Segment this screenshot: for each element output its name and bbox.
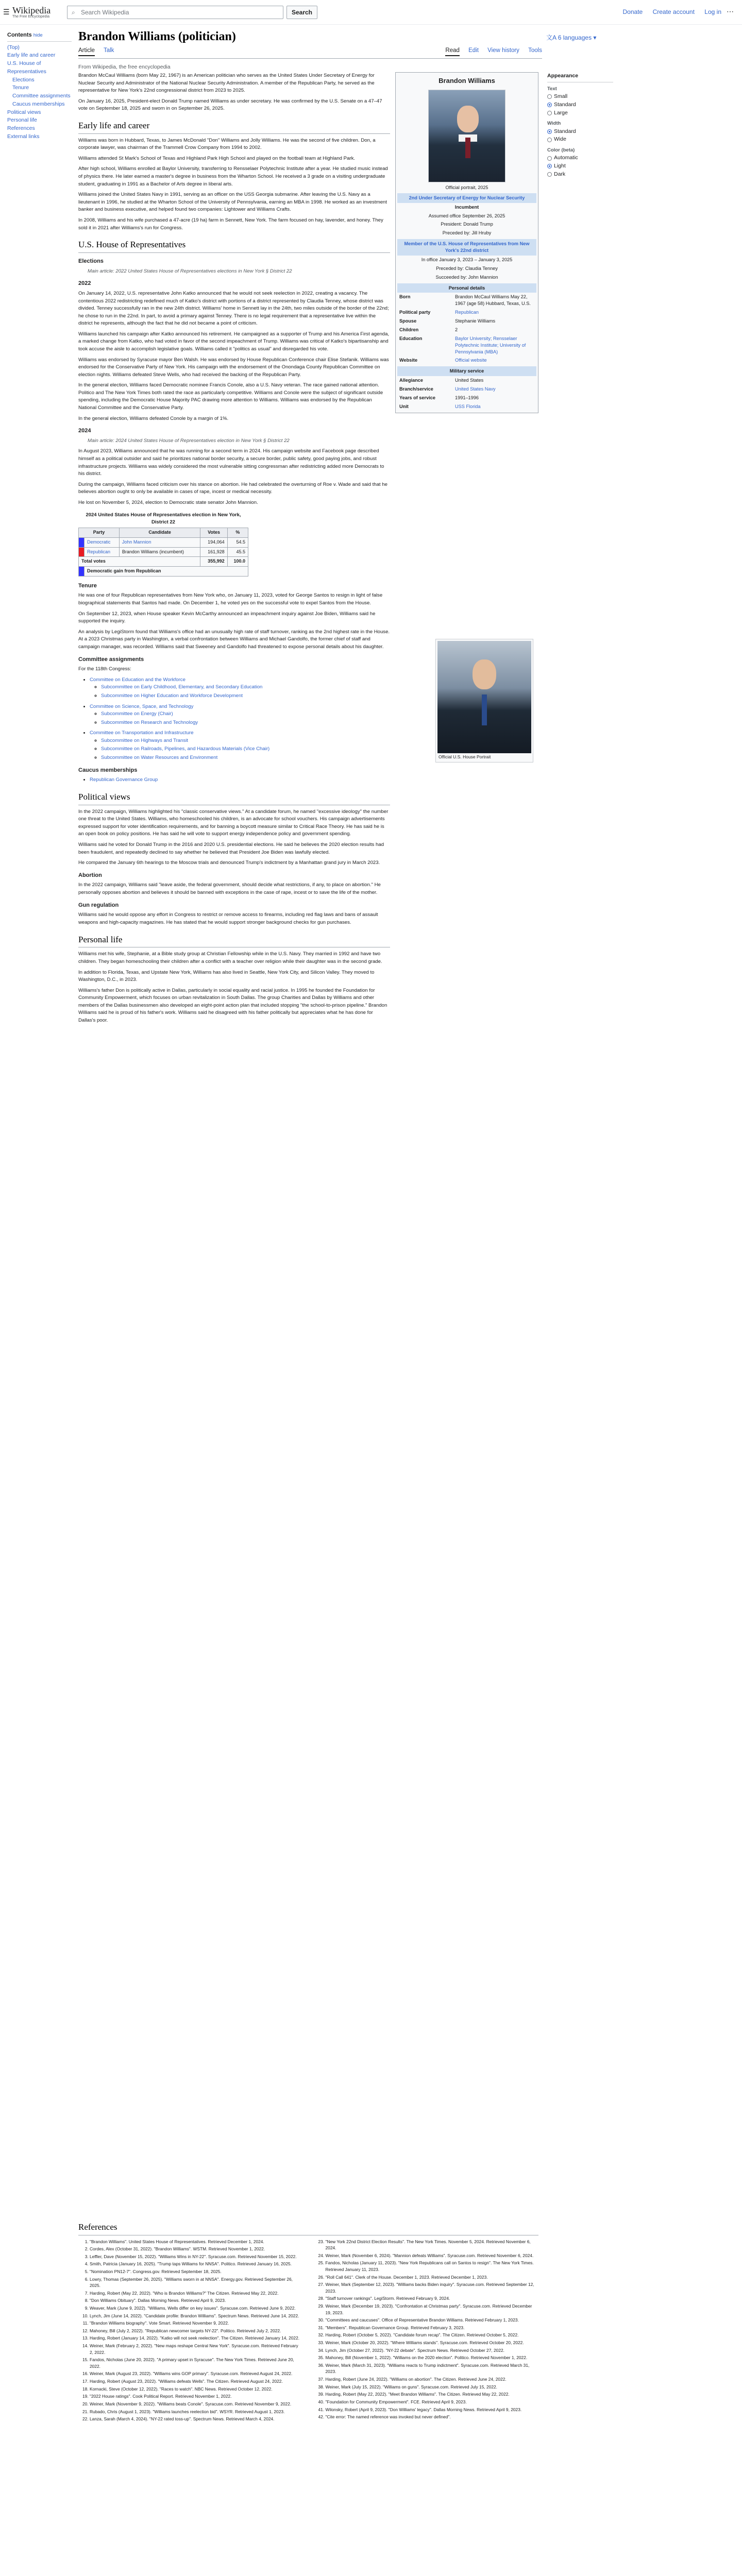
reference-item[interactable]: 13. Harding, Robert (January 14, 2022). "Katko will not seek reelection". The Citizen. Retrieved January 14, 2022. <box>90 2335 303 2342</box>
search-input[interactable] <box>67 6 283 19</box>
toc-item[interactable]: Committee assignments <box>12 93 71 99</box>
table-row <box>79 567 248 577</box>
create-account-link[interactable]: Create account <box>652 8 695 15</box>
toc-item[interactable]: Tenure <box>12 84 29 91</box>
percent-cell: 54.5 <box>227 538 248 548</box>
paragraph: Williams launched his campaign after Katko announced his retirement. He campaigned as a supporter of Trump and his America First agenda, a marked change from Katko, who had voted in favor of the second impeachment of Trump. Williams was critical of Katko's bipartisanship and took accuse the aisle to accomplish legislative goals. Williams called it "politics as usual" and disregarded his vote. <box>78 331 390 352</box>
portrait-face <box>457 106 479 132</box>
paragraph: Williams said he voted for Donald Trump in the 2016 and 2020 U.S. presidential elections. He said he believes the 2020 election results had been fraudulent, and repeatedly declined to say whether he believed that President Joe Biden was lawfully elected. <box>78 842 384 855</box>
reference-item[interactable]: 21. Rubado, Chris (August 1, 2023). "Williams launches reelection bid". WSYR. Retrieved August 1, 2023. <box>90 2409 303 2415</box>
party-color-swatch <box>79 567 85 577</box>
committee-list <box>78 676 390 762</box>
table-row: Born Brandon McCaul Williams May 22, 1967 (age 58) Hubbard, Texas, U.S. <box>399 294 531 307</box>
tab-talk[interactable]: Talk <box>103 47 114 54</box>
toc-item[interactable]: Political views <box>7 109 41 115</box>
section-heading-references: References <box>78 2221 538 2235</box>
paragraph: During the campaign, Williams faced criticism over his stance on abortion. He had celebrated the overturning of Roe v. Wade and said that he believes abortion ought to only be available in cases of rape, incest or medical necessity. <box>78 481 387 495</box>
table-row: Spouse Stephanie Williams <box>399 318 496 324</box>
official-portrait-image[interactable] <box>428 90 505 182</box>
subsection-heading-elections: Elections <box>78 258 104 264</box>
paragraph: In the 2022 campaign, Williams highlighted his "classic conservative views." At a candidate forum, he named "excessive ideology" the number one threat to the United States. Williams, who homeschooled his children, is an advocate for school vouchers. His campaign advertisements expressed support for voter identification requirements, and for banning a boycott measure similar to Critical Race Theory. He has said he is an open book on policy positions. He has said he will vote to support energy independence policy and government spending. <box>78 808 389 837</box>
logo-wordmark: Wikipedia <box>12 5 51 15</box>
table-header: Candidate <box>119 528 200 538</box>
article-body <box>78 72 390 1028</box>
table-header: Votes <box>200 528 227 538</box>
office-dates: Assumed office September 26, 2025 <box>428 213 505 218</box>
color-option[interactable]: Light <box>547 162 613 171</box>
table-row: Allegiance United States <box>399 378 484 383</box>
military-service-table <box>397 376 536 411</box>
paragraph: Williams met his wife, Stephanie, at a Bible study group at Christian Fellowship while in the U.S. Navy. They married in 1992 and have two children. They began homeschooling their children after a conflict with a teacher over religion while their daughter was in the second grade. <box>78 951 382 964</box>
party-link[interactable]: Republican <box>455 310 479 315</box>
list-item[interactable]: ◦ Subcommittee on Water Resources and Environment <box>101 754 390 762</box>
width-label: Width <box>547 121 561 127</box>
table-header: Party <box>79 528 120 538</box>
reference-item[interactable]: 3. Leffler, Dave (November 15, 2022). "Williams Wins in NY-22". Syracuse.com. Retrieved November 15, 2022. <box>90 2253 303 2260</box>
list-item[interactable]: ◦ Subcommittee on Energy (Chair) <box>101 710 390 718</box>
reference-item[interactable]: 37. Harding, Robert (June 24, 2022). "Williams on abortion". The Citizen. Retrieved June 24, 2022. <box>326 2376 539 2383</box>
election-results-table <box>78 510 248 577</box>
house-portrait-figure <box>435 639 533 762</box>
infobox-title: Brandon Williams <box>439 77 495 84</box>
list-item[interactable]: ◦ Subcommittee on Early Childhood, Elementary, and Secondary Education <box>101 684 390 691</box>
page-title: Brandon Williams (politician) <box>78 30 236 43</box>
house-portrait-caption: Official U.S. House Portrait <box>439 754 491 759</box>
subsection-heading-caucus: Caucus memberships <box>78 767 138 773</box>
military-service-header: Military service <box>397 366 536 376</box>
toc-title: Contents hide <box>7 31 72 42</box>
paragraph: On January 14, 2022, U.S. representative John Katko announced that he would not seek reelection in 2022, creating a vacancy. The contentious 2022 redistricting redefined much of Katko's district with portions of a district represented by Claudia Tenney, whose district was divided. Tenney successfully ran in the new 24th district. Williams' home in Sennett lay in the 24th, two miles outside of the border of the 22nd; he chose to run in the 22nd. In part, to avoid a primary against Tenney. There is no legal requirement that a representative live within the district he represents, although the fact that he did not became a point of criticism. <box>78 290 389 327</box>
votes-cell: 194,064 <box>200 538 227 548</box>
radio-icon <box>547 138 552 142</box>
house-portrait-image[interactable] <box>437 641 531 753</box>
references-section <box>78 2221 538 2424</box>
result-cell: Democratic gain from Republican <box>85 567 248 577</box>
reference-item[interactable]: 2. Cordes, Alex (October 31, 2022). "Brandon Williams". WSTM. Retrieved November 1, 2022. <box>90 2246 303 2252</box>
language-button[interactable]: 文A 6 languages ▾ <box>546 34 597 41</box>
reference-item[interactable]: 18. Kornacki, Steve (October 12, 2022). "Races to watch". NBC News. Retrieved October 12, 2022. <box>90 2386 303 2393</box>
reference-item[interactable]: 29. Weiner, Mark (December 19, 2023). "Confrontation at Christmas party". Syracuse.com. Retrieved December 19, 2023. <box>326 2303 539 2316</box>
candidate-cell: Brandon Williams (incumbent) <box>119 547 200 557</box>
office-preceded[interactable]: Preceded by: Claudia Tenney <box>436 265 498 271</box>
percent-cell: 100.0 <box>227 557 248 567</box>
paragraph: In the general election, Williams defeated Conole by a margin of 1%. <box>78 415 229 421</box>
search-icon: ⌕ <box>72 9 75 16</box>
main-menu-icon[interactable]: ☰ <box>3 8 10 16</box>
intro-paragraph: Brandon McCaul Williams (born May 22, 1967) is an American politician who serves as the United States Under Secretary of Energy for Nuclear Security and Administrator of the National Nuclear Security Administration. A member of the Republican Party, he served as the representative for New York's 22nd congressional district from 2023 to 2025. <box>78 73 375 94</box>
logo-tagline: The Free Encyclopedia <box>12 15 49 19</box>
width-option[interactable]: Standard <box>547 128 613 136</box>
list-item[interactable]: ◦ Subcommittee on Railroads, Pipelines, and Hazardous Materials (Vice Chair) <box>101 745 390 753</box>
table-row: Years of service 1991–1996 <box>399 395 479 400</box>
paragraph: After high school, Williams enrolled at Baylor University, transferring to Rensselaer Polytechnic Institute after a year. He studied music instead of physics there. He later earned a master's degree in business from the Wharton School. He received a 3 grade on a visiting undergraduate student, graduating in 1991 as a Bachelor of Arts degree in liberal arts. <box>78 166 388 187</box>
list-item[interactable]: • Committee on Science, Space, and Technology ◦ Subcommittee on Energy (Chair) ◦ Subcommittee on Research and Technology <box>90 703 390 727</box>
radio-icon <box>547 111 552 115</box>
personal-details-table <box>397 293 536 365</box>
reference-item[interactable]: 27. Weiner, Mark (September 12, 2023). "Williams backs Biden inquiry". Syracuse.com. Retrieved September 12, 2023. <box>326 2281 539 2294</box>
reference-item[interactable]: 32. Harding, Robert (October 5, 2022). "Candidate forum recap". The Citizen. Retrieved October 5, 2022. <box>326 2332 539 2338</box>
toc-item[interactable]: External links <box>7 133 40 140</box>
reference-item[interactable]: 11. "Brandon Williams biography". Vote Smart. Retrieved November 9, 2022. <box>90 2320 303 2327</box>
table-row: Website Official website <box>397 356 536 365</box>
toc-item[interactable]: Caucus memberships <box>12 100 65 107</box>
table-row: Children 2 <box>399 327 458 332</box>
tab-edit[interactable]: Edit <box>468 47 479 54</box>
table-row: Education Baylor University; Rensselaer Polytechnic Institute; University of Pennsylvania (MBA) <box>397 334 536 357</box>
reference-item[interactable]: 14. Weiner, Mark (February 2, 2022). "New maps reshape Central New York". Syracuse.com. Retrieved February 2, 2022. <box>90 2343 303 2355</box>
election-table-caption: 2024 United States House of Representatives election in New York, District 22 <box>86 512 241 525</box>
infobox <box>395 72 538 413</box>
paragraph: In the general election, Williams faced Democratic nominee Francis Conole, also a U.S. Navy veteran. The race gained national attention. Politico and The New York Times both rated the race as particularly competitive. Williams and Conole were the subject of significant outside spending, including the Democratic House Majority PAC drawing more attention to Williams. Williams was endorsed by the Republican National Committee and the Conservative Party. <box>78 382 383 411</box>
reference-item[interactable]: 15. Fandos, Nicholas (June 20, 2022). "A primary upset in Syracuse". The New York Times. Retrieved June 20, 2022. <box>90 2357 303 2369</box>
subsection-heading-tenure: Tenure <box>78 582 97 589</box>
table-row: Political party Republican <box>397 308 536 317</box>
paragraph: Williams said he would oppose any effort in Congress to restrict or remove access to firearms, including red flag laws and bans of assault weapons and high-capacity magazines. He has stated that he would support stronger background checks for gun purchases. <box>78 912 378 925</box>
reference-item[interactable]: 6. Lowry, Thomas (September 26, 2025). "Williams sworn in at NNSA". Energy.gov. Retrieved September 26, 2025. <box>90 2276 303 2289</box>
paragraph: Williams's father Don is politically active in Dallas, particularly in social equality and racial justice. In 1995 he founded the Foundation for Community Empowerment, which focuses on urban revitalization in South Dallas. The group Charities and Dallas by Williams and other members of the Dallas businessmen also developed an eight-point action plan that included stopping "the school-to-prison pipeline." Brandon Williams said he is proud of his father's work. Williams said he disagreed with his father politically but appreciates what he has done for Dallas's poor. <box>78 987 387 1023</box>
subsection-heading-2022: 2022 <box>78 280 91 287</box>
list-item[interactable]: ◦ Subcommittee on Highways and Transit <box>101 737 390 745</box>
table-of-contents <box>7 31 72 141</box>
section-heading-early-life: Early life and career <box>78 119 390 134</box>
appearance-panel <box>547 72 613 179</box>
paragraph: In the 2022 campaign, Williams said "leave aside, the federal government, should decide what restrictions, if any, to place on abortion." He personally opposes abortion and believes it should be banned with exceptions in the case of rape, incest or to save the life of the mother. <box>78 882 381 896</box>
reference-item[interactable]: 12. Mahoney, Bill (July 2, 2022). "Republican newcomer targets NY-22". Politico. Retrieved July 2, 2022. <box>90 2328 303 2334</box>
office-header[interactable]: 2nd Under Secretary of Energy for Nuclear Security <box>397 193 536 203</box>
reference-item[interactable]: 28. "Staff turnover rankings". LegiStorm. Retrieved February 9, 2024. <box>326 2295 539 2302</box>
personal-tools <box>615 8 721 15</box>
toc-item[interactable]: Elections <box>12 76 35 83</box>
radio-icon <box>547 94 552 99</box>
list-item[interactable]: • Committee on Transportation and Infrastructure ◦ Subcommittee on Highways and Transit ◦ Subcommittee on Railroads, Pipelines, and Hazardous Materials (Vice Chair) ◦ Subcommittee on Water Resources and Environment <box>90 730 390 761</box>
reference-item[interactable]: 31. "Members". Republican Governance Group. Retrieved February 3, 2023. <box>326 2325 539 2331</box>
paragraph: Williams joined the United States Navy in 1991, serving as an officer on the USS Georgia submarine. After leaving the U.S. Navy as a lieutenant in 1996, he studied at the Wharton School of the University of Pennsylvania, earning an MBA in 1998. He worked as an investment banker and business executive, and helped found two companies: Lightower and Williams Crafts. <box>78 192 387 213</box>
reference-item[interactable]: 16. Weiner, Mark (August 23, 2022). "Williams wins GOP primary". Syracuse.com. Retrieved August 24, 2022. <box>90 2370 303 2377</box>
page-tabs <box>78 47 542 59</box>
paragraph: Williams attended St Mark's School of Texas and Highland Park High School and played on the football team at Highland Park. <box>78 155 356 161</box>
log-in-link[interactable]: Log in <box>704 8 721 15</box>
text-size-option[interactable]: Large <box>547 109 613 117</box>
appearance-title: Appearance <box>547 72 613 82</box>
tab-read[interactable]: Read <box>445 47 460 56</box>
reference-item[interactable]: 41. Wilonsky, Robert (April 9, 2023). "Don Williams' legacy". Dallas Morning News. Retrieved April 9, 2023. <box>326 2406 539 2413</box>
votes-cell: 355,992 <box>200 557 227 567</box>
reference-item[interactable]: 24. Weiner, Mark (November 6, 2024). "Mannion defeats Williams". Syracuse.com. Retrieved November 6, 2024. <box>326 2252 539 2259</box>
reference-item[interactable]: 9. Weaver, Mark (June 9, 2022). "Williams, Wells differ on key issues". Syracuse.com. Retrieved June 9, 2022. <box>90 2305 303 2312</box>
party-color-swatch <box>79 547 85 557</box>
toc-item[interactable]: References <box>7 125 35 131</box>
wikipedia-logo[interactable] <box>12 5 50 19</box>
subsection-heading-gun: Gun regulation <box>78 902 119 908</box>
reference-item[interactable]: 20. Weiner, Mark (November 9, 2022). "Williams beats Conole". Syracuse.com. Retrieved November 9, 2022. <box>90 2401 303 2408</box>
reference-item[interactable]: 23. "New York 22nd District Election Results". The New York Times. November 5, 2024. Retrieved November 6, 2024. <box>326 2239 539 2251</box>
office-president[interactable]: President: Donald Trump <box>441 222 493 227</box>
reference-item[interactable]: 33. Weiner, Mark (October 20, 2022). "Where Williams stands". Syracuse.com. Retrieved October 20, 2022. <box>326 2340 539 2346</box>
references-list <box>314 2239 539 2424</box>
reference-item[interactable]: 30. "Committees and caucuses". Office of Representative Brandon Williams. Retrieved February 1, 2023. <box>326 2317 539 2324</box>
portrait-tie <box>465 138 470 158</box>
education-links[interactable]: Baylor University; Rensselaer Polytechnic Institute; University of Pennsylvania (MBA) <box>455 335 526 354</box>
toc-item[interactable]: U.S. House of Representatives <box>7 60 46 75</box>
reference-item[interactable]: 7. Harding, Robert (May 22, 2022). "Who is Brandon Williams?" The Citizen. Retrieved May 22, 2022. <box>90 2290 303 2297</box>
reference-item[interactable]: 10. Lynch, Jim (June 14, 2022). "Candidate profile: Brandon Williams". Spectrum News. Retrieved June 14, 2022. <box>90 2313 303 2319</box>
paragraph: Williams was endorsed by Syracuse mayor Ben Walsh. He was endorsed by House Republican Conference chair Elise Stefanik. Williams was endorsed for the Conservative Party of New York. His campaign with the endorsement of the Onondaga County Republican Committee on election nights. Williams defeated Steve Wells, who had received the backing of the Republican Party. <box>78 357 389 378</box>
text-size-option[interactable]: Standard <box>547 101 613 109</box>
toc-item[interactable]: (Top) <box>7 44 20 50</box>
table-row <box>79 547 248 557</box>
portrait-face <box>473 659 496 689</box>
references-list <box>78 2239 303 2424</box>
width-option[interactable]: Wide <box>547 135 613 144</box>
reference-item[interactable]: 4. Smith, Patricia (January 16, 2025). "Trump taps Williams for NNSA". Politico. Retrieved January 16, 2025. <box>90 2261 303 2267</box>
paragraph: On September 12, 2023, when House speaker Kevin McCarthy announced an impeachment inquiry against Joe Biden, Williams said he supported the inquiry. <box>78 611 376 624</box>
table-header: % <box>227 528 248 538</box>
list-item[interactable]: ◦ Subcommittee on Higher Education and Workforce Development <box>101 692 390 700</box>
list-item[interactable]: • Republican Governance Group <box>90 776 390 784</box>
table-row: Unit USS Florida <box>397 402 536 411</box>
toc-item[interactable]: Early life and career <box>7 52 56 59</box>
paragraph: He was one of four Republican representatives from New York who, on January 11, 2023, voted for George Santos to resign in light of false biographical statements that Santos had made. On December 1, he voted yes on the successful vote to expel Santos from the House. <box>78 592 383 606</box>
reference-item[interactable]: 25. Fandos, Nicholas (January 11, 2023). "New York Republicans call on Santos to resign". The New York Times. Retrieved January 11, 2023. <box>326 2260 539 2273</box>
reference-item[interactable]: 26. "Roll Call 641". Clerk of the House. December 1, 2023. Retrieved December 1, 2023. <box>326 2274 539 2281</box>
radio-selected-icon <box>547 164 552 168</box>
percent-cell: 45.5 <box>227 547 248 557</box>
search-placeholder: Search Wikipedia <box>81 9 129 16</box>
paragraph: He compared the January 6th hearings to the Moscow trials and denounced Trump's indictment by a Manhattan grand jury in March 2023. <box>78 860 380 866</box>
search-button[interactable]: Search <box>286 6 317 19</box>
party-color-swatch <box>79 538 85 548</box>
reference-item[interactable]: 39. Harding, Robert (May 22, 2022). "Meet Brandon Williams". The Citizen. Retrieved May 22, 2022. <box>326 2391 539 2398</box>
reference-item[interactable]: 34. Lynch, Jim (October 27, 2022). "NY-22 debate". Spectrum News. Retrieved October 27, 2022. <box>326 2347 539 2354</box>
reference-item[interactable]: 35. Mahoney, Bill (November 1, 2022). "Williams on the 2020 election". Politico. Retrieved November 1, 2022. <box>326 2354 539 2361</box>
site-header <box>0 0 742 25</box>
color-option[interactable]: Automatic <box>547 154 613 162</box>
party-cell[interactable]: Democratic <box>85 538 120 548</box>
office-succeeded[interactable]: Succeeded by: John Mannion <box>435 274 498 280</box>
intro-paragraph: On January 16, 2025, President-elect Donald Trump named Williams as under secretary. He was confirmed by the U.S. Senate on a 47–47 vote on September 18, 2025 and sworn in on September 26, 2025. <box>78 98 382 112</box>
votes-cell: 161,928 <box>200 547 227 557</box>
subsection-heading-committees: Committee assignments <box>78 656 144 663</box>
list-item[interactable]: ◦ Subcommittee on Research and Technology <box>101 719 390 727</box>
total-label-cell: Total votes <box>79 557 200 567</box>
portrait-caption: Official portrait, 2025 <box>445 185 488 191</box>
toc-hide-button[interactable]: hide <box>33 32 43 38</box>
donate-link[interactable]: Donate <box>622 8 643 15</box>
site-subtitle: From Wikipedia, the free encyclopedia <box>78 64 171 70</box>
website-link[interactable]: Official website <box>455 358 487 363</box>
reference-item[interactable]: 1. "Brandon Williams". United States House of Representatives. Retrieved December 1, 2024. <box>90 2239 303 2245</box>
office-header[interactable]: Member of the U.S. House of Representatives from New York's 22nd district <box>397 239 536 256</box>
table-row: Branch/service United States Navy <box>397 385 536 394</box>
radio-icon <box>547 156 552 161</box>
paragraph: In 2008, Williams and his wife purchased a 47-acre (19 ha) farm in Sennett, New York. The farm focused on hay, lavender, and honey. They sold it in 2021 after Williams's run for Congress. <box>78 217 383 231</box>
office-preceded[interactable]: Preceded by: Jill Hruby <box>442 230 492 236</box>
radio-selected-icon <box>547 103 552 107</box>
reference-item[interactable]: 17. Harding, Robert (August 23, 2022). "Williams defeats Wells". The Citizen. Retrieved August 24, 2022. <box>90 2378 303 2385</box>
tab-view-history[interactable]: View history <box>487 47 519 54</box>
color-label: Color (beta) <box>547 147 575 153</box>
caucus-list <box>78 776 390 784</box>
branch-link[interactable]: United States Navy <box>455 386 496 392</box>
reference-item[interactable]: 22. Lanza, Sarah (March 4, 2024). "NY-22 rated toss-up". Spectrum News. Retrieved March 4, 2024. <box>90 2416 303 2422</box>
paragraph: Williams was born in Hubbard, Texas, to James McDonald "Don" Williams and Jolly Williams. He was the second of five children. Don, a corporate lawyer, was chairman of the Trammell Crow Company from 1994 to 2002. <box>78 137 376 151</box>
subsection-heading-2024: 2024 <box>78 428 91 434</box>
toc-item[interactable]: Personal life <box>7 117 37 124</box>
text-size-label: Text <box>547 86 557 92</box>
party-cell[interactable]: Republican <box>85 547 120 557</box>
unit-link[interactable]: USS Florida <box>455 403 481 409</box>
paragraph: An analysis by LegiStorm found that Williams's office had an unusually high rate of staff turnover, ranking as the 2nd highest rate in the House. At a 2023 Christmas party in Washington, a verbal confrontation between Williams and Michael Gandolfo, the former chief of staff and campaign manager, was recorded. Williams said that Sweeney and Gandolfo had threatened to expose personal details about his daughter. <box>78 629 390 650</box>
text-size-option[interactable]: Small <box>547 93 613 101</box>
paragraph: In addition to Florida, Texas, and Upstate New York, Williams has also lived in Seattle, New York City, and Silicon Valley. They moved to Washington, D.C., in 2023. <box>78 969 375 983</box>
reference-item[interactable]: 36. Weiner, Mark (March 31, 2023). "Williams reacts to Trump indictment". Syracuse.com. Retrieved March 31, 2023. <box>326 2362 539 2375</box>
reference-item[interactable]: 40. "Foundation for Community Empowerment". FCE. Retrieved April 9, 2023. <box>326 2399 539 2405</box>
reference-item[interactable]: 42. "Cite error: The named reference was invoked but never defined". <box>326 2414 539 2420</box>
office-status: Incumbent <box>454 204 479 210</box>
radio-selected-icon <box>547 129 552 134</box>
reference-item[interactable]: 19. "2022 House ratings". Cook Political Report. Retrieved November 1, 2022. <box>90 2393 303 2400</box>
hatnote-2024[interactable]: Main article: 2024 United States House of Representatives election in New York § District 22 <box>88 437 290 444</box>
reference-item[interactable]: 38. Weiner, Mark (July 15, 2022). "Williams on guns". Syracuse.com. Retrieved July 15, 2022. <box>326 2384 539 2391</box>
hatnote-2022[interactable]: Main article: 2022 United States House of Representatives elections in New York § District 22 <box>88 268 292 274</box>
section-heading-house: U.S. House of Representatives <box>78 238 390 253</box>
color-option[interactable]: Dark <box>547 171 613 179</box>
section-heading-personal-life: Personal life <box>78 933 390 948</box>
table-row <box>79 557 248 567</box>
subsection-heading-abortion: Abortion <box>78 872 102 878</box>
table-row <box>79 538 248 548</box>
reference-item[interactable]: 5. "Nomination PN12-7". Congress.gov. Retrieved September 18, 2025. <box>90 2268 303 2275</box>
candidate-cell[interactable]: John Mannion <box>119 538 200 548</box>
office-dates: In office January 3, 2023 – January 3, 2025 <box>421 257 513 262</box>
personal-details-header: Personal details <box>397 283 536 293</box>
radio-icon <box>547 172 552 177</box>
reference-item[interactable]: 8. "Don Williams Obituary". Dallas Morning News. Retrieved April 9, 2023. <box>90 2297 303 2304</box>
paragraph: In August 2023, Williams announced that he was running for a second term in 2024. His campaign website and Facebook page described himself as a political outsider and said he prioritizes national border security, a secure border, public safety, good paying jobs, and robust infrastructure projects. Williams was widely considered the most vulnerable sitting congressman after redistricting added more Democrats to his district. <box>78 448 384 477</box>
more-options-icon[interactable]: ⋯ <box>727 7 734 15</box>
portrait-tie <box>482 694 487 725</box>
list-item[interactable]: • Committee on Education and the Workforce ◦ Subcommittee on Early Childhood, Elementary, and Secondary Education ◦ Subcommittee on Higher Education and Workforce Development <box>90 676 390 700</box>
tab-tools[interactable]: Tools <box>528 47 542 54</box>
section-heading-political-views: Political views <box>78 790 390 805</box>
tab-article[interactable]: Article <box>78 47 95 56</box>
paragraph: He lost on November 5, 2024, election to Democratic state senator John Mannion. <box>78 499 258 505</box>
paragraph: For the 118th Congress: <box>78 666 131 672</box>
